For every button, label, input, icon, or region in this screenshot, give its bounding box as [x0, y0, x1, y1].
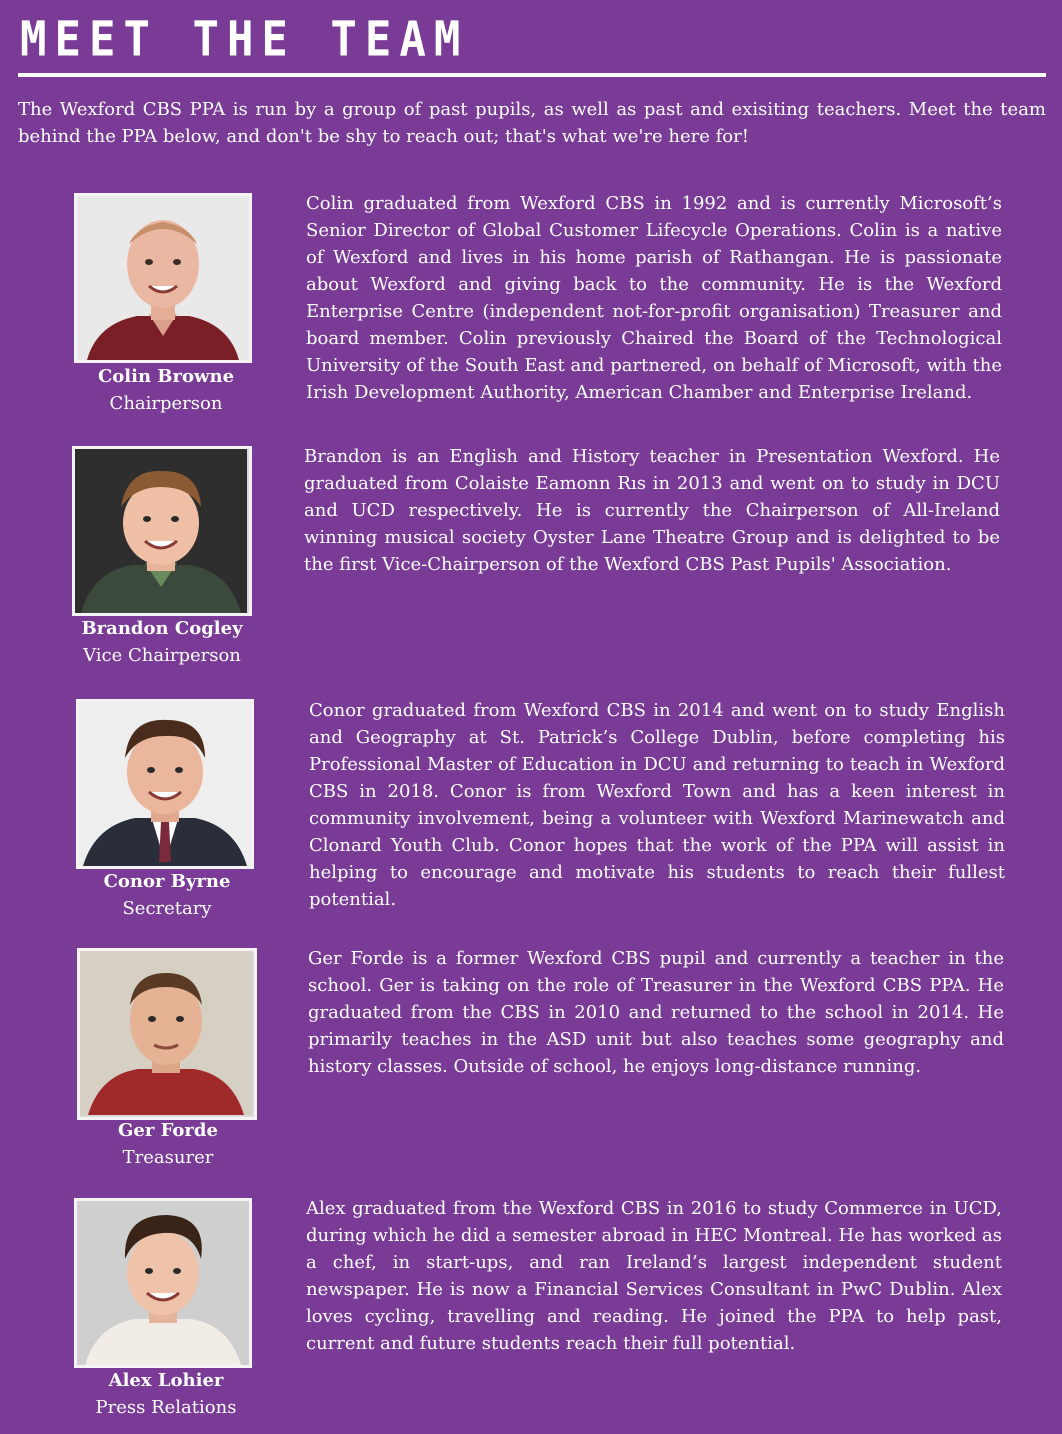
member-bio: Conor graduated from Wexford CBS in 2014 and went on to study English and Geography at St. Patrick’s College Dublin, before completing his Professional Master of Education in DCU and returning to teach in Wexford CBS in 2018. Conor is from Wexford Town and has a keen interest in community involvement, being a volunteer with Wexford Marinewatch and Clonard Youth Club. Conor hopes that the work of the PPA will assist in helping to encourage and motivate his students to reach their fullest potential. [309, 700, 1005, 910]
member-bio: Brandon is an English and History teacher in Presentation Wexford. He graduated from Colaiste Eamonn Rıs in 2013 and went on to study in DCU and UCD respectively. He is currently the Chairperson of All-Ireland winning musical society Oyster Lane Theatre Group and is delighted to be the first Vice-Chairperson of the Wexford CBS Past Pupils' Association. [304, 446, 1000, 575]
member-name: Alex Lohier [108, 1370, 224, 1391]
alex-lohier-caption [46, 1367, 286, 1421]
ger-forde-photo [77, 948, 257, 1120]
person-portrait-icon [77, 1201, 249, 1365]
title-divider [18, 73, 1046, 77]
person-portrait-icon [77, 196, 249, 360]
member-name: Brandon Cogley [81, 618, 243, 639]
member-bio: Ger Forde is a former Wexford CBS pupil and currently a teacher in the school. Ger is taking on the role of Treasurer in the Wexford CBS PPA. He graduated from the CBS in 2010 and returned to the school in 2014. He primarily teaches in the ASD unit but also teaches some geography and history classes. Outside of school, he enjoys long-distance running. [308, 948, 1004, 1077]
ger-forde-caption [48, 1117, 288, 1171]
alex-lohier-photo [74, 1198, 252, 1368]
page-title: MEET THE TEAM [20, 11, 469, 68]
brandon-cogley-photo [72, 446, 252, 616]
member-role: Chairperson [109, 393, 223, 414]
person-portrait-icon [79, 702, 251, 866]
member-role: Vice Chairperson [83, 645, 241, 666]
member-role: Secretary [122, 898, 212, 919]
member-name: Colin Browne [97, 366, 235, 387]
colin-browne-photo [74, 193, 252, 363]
member-role: Treasurer [122, 1147, 214, 1168]
member-role: Press Relations [95, 1397, 237, 1418]
person-portrait-icon [80, 951, 252, 1115]
member-name: Conor Byrne [103, 871, 231, 892]
person-portrait-icon [75, 449, 247, 613]
brandon-cogley-caption [42, 615, 282, 669]
member-bio: Colin graduated from Wexford CBS in 1992 and is currently Microsoft’s Senior Director of Global Customer Lifecycle Operations. Colin is a native of Wexford and lives in his home parish of Rathangan. He is passionate about Wexford and giving back to the community. He is the Wexford Enterprise Centre (independent not-for-profit organisation) Treasurer and board member. Colin previously Chaired the Board of the Technological University of the South East and partnered, on behalf of Microsoft, with the Irish Development Authority, American Chamber and Enterprise Ireland. [306, 193, 1002, 403]
intro-text: The Wexford CBS PPA is run by a group of past pupils, as well as past and exisiting teachers. Meet the team behind the PPA below, and don't be shy to reach out; that's what we're here for! [18, 99, 1046, 147]
conor-byrne-caption [47, 868, 287, 922]
conor-byrne-photo [76, 699, 254, 869]
colin-browne-caption [46, 363, 286, 417]
member-bio: Alex graduated from the Wexford CBS in 2016 to study Commerce in UCD, during which he did a semester abroad in HEC Montreal. He has worked as a chef, in start-ups, and ran Ireland’s largest independent student newspaper. He is now a Financial Services Consultant in PwC Dublin. Alex loves cycling, travelling and reading. He joined the PPA to help past, current and future students reach their full potential. [306, 1198, 1002, 1354]
member-name: Ger Forde [118, 1120, 218, 1141]
